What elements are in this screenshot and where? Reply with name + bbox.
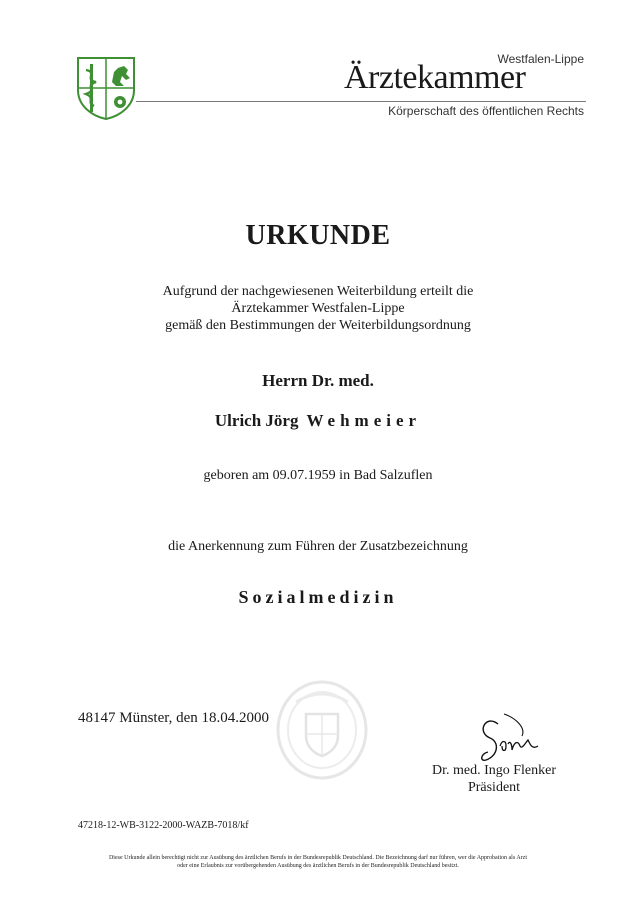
disclaimer [0, 854, 636, 870]
disclaimer-line: Diese Urkunde allein berechtigt nicht zur Ausübung des ärztlichen Berufs in der Bundesrepublik Deutschland. Die Bezeichnung darf nur führen, wer die Approbation als Arzt [108, 855, 528, 861]
header-divider [136, 101, 586, 102]
place-date: 48147 Münster, den 18.04.2000 [78, 710, 270, 726]
signer-name: Dr. med. Ingo Flenker [431, 763, 557, 778]
recipient-given-names: Ulrich Jörg [214, 411, 299, 430]
birth-line: geboren am 09.07.1959 in Bad Salzuflen [203, 468, 433, 483]
salutation: Herrn Dr. med. [262, 371, 374, 390]
organization-name: Ärztekammer [344, 59, 526, 96]
recognition-line: die Anerkennung zum Führen der Zusatzbezeichnung [168, 539, 468, 554]
signature-icon [476, 710, 546, 766]
intro-line: Aufgrund der nachgewiesenen Weiterbildung erteilt die [162, 284, 474, 299]
organization-subtitle: Körperschaft des öffentlichen Rechts [388, 104, 584, 118]
signer-role: Präsident [467, 780, 521, 795]
signer-block [414, 762, 574, 796]
intro-text [0, 283, 636, 334]
disclaimer-line: oder eine Erlaubnis zur vorübergehenden Ausübung des ärztlichen Berufs in der Bundesrepublik Deutschland besitzt. [177, 863, 459, 869]
recipient-surname: Wehmeier [306, 411, 422, 430]
specialty-field: Sozialmedizin [238, 587, 398, 607]
document-title: URKUNDE [245, 220, 391, 251]
organization-block [344, 52, 584, 102]
recipient-name [0, 411, 636, 431]
intro-line: Ärztekammer Westfalen-Lippe [231, 301, 405, 316]
embossed-seal-icon [276, 680, 368, 780]
intro-line: gemäß den Bestimmungen der Weiterbildungsordnung [165, 318, 471, 333]
organization-region: Westfalen-Lippe [497, 52, 584, 66]
reference-number: 47218-12-WB-3122-2000-WAZB-7018/kf [78, 820, 249, 831]
coat-of-arms-icon [76, 56, 136, 120]
